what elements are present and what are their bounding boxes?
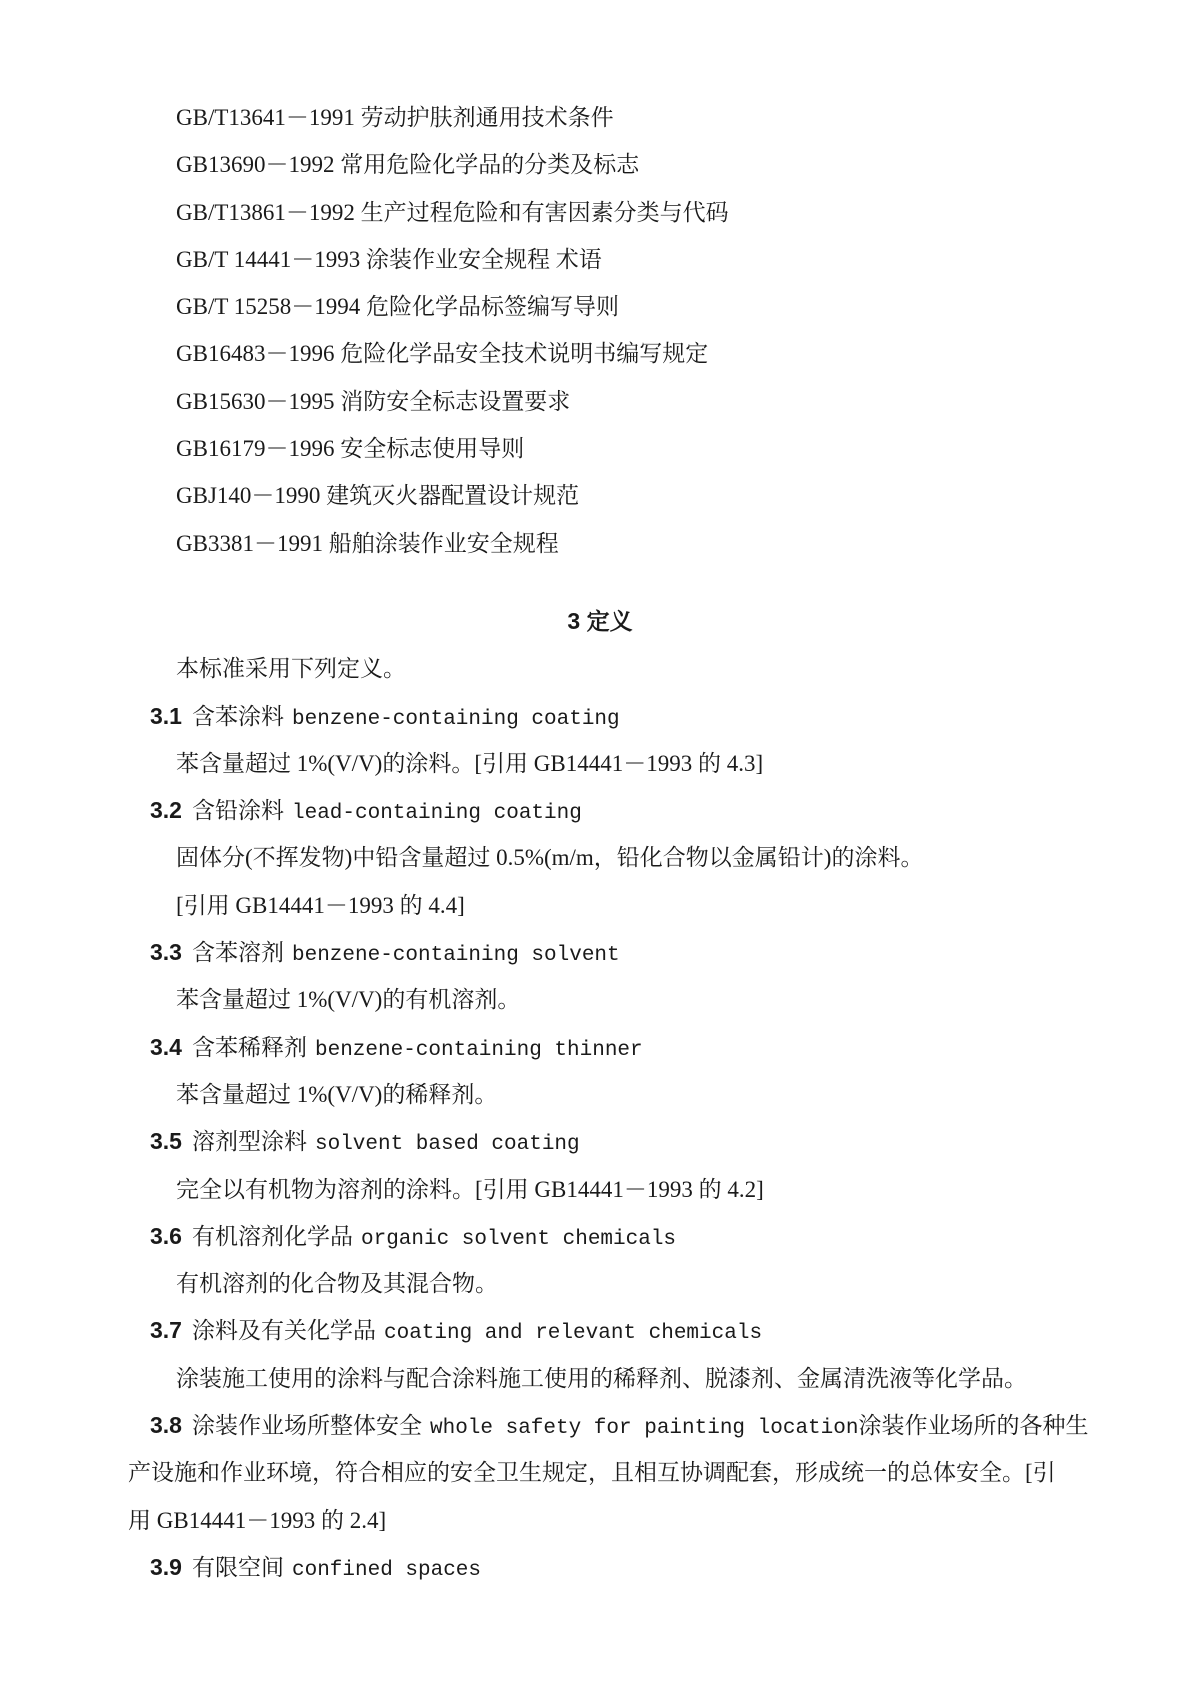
definition-term-zh: 含苯稀释剂 xyxy=(191,1034,307,1060)
definition-number: 3.1 xyxy=(150,702,182,729)
definition-number: 3.3 xyxy=(150,939,182,966)
definition-body: 完全以有机物为溶剂的涂料。[引用 GB14441－1993 的 4.2] xyxy=(176,1176,764,1202)
definition-body: 苯含量超过 1%(V/V)的稀释剂。 xyxy=(176,1081,498,1107)
definition-term-en: coating and relevant chemicals xyxy=(383,1322,763,1346)
reference-item: GB16179－1996 安全标志使用导则 xyxy=(176,436,525,462)
definition-term xyxy=(0,1307,1200,1354)
definition-term xyxy=(0,1402,1200,1449)
definition-body: [引用 GB14441－1993 的 4.4] xyxy=(176,892,465,918)
definition-term-zh: 含铅涂料 xyxy=(191,798,284,824)
definitions-list xyxy=(0,693,1200,1592)
definition-body: 用 GB14441－1993 的 2.4] xyxy=(128,1507,387,1533)
definition-body-inline: 涂装作业场所的各种生 xyxy=(858,1413,1089,1439)
definition-number: 3.2 xyxy=(150,797,182,824)
definition-number: 3.7 xyxy=(150,1317,182,1344)
definition-term-zh: 含苯涂料 xyxy=(191,703,284,729)
definition-term-en: benzene-containing solvent xyxy=(291,944,620,968)
definition-term xyxy=(0,787,1200,834)
section-intro: 本标准采用下列定义。 xyxy=(176,656,406,682)
definition-number: 3.5 xyxy=(150,1128,182,1155)
definition-term xyxy=(0,929,1200,976)
definition-term-en: solvent based coating xyxy=(314,1133,580,1157)
definition-number: 3.9 xyxy=(150,1553,182,1580)
definition-term xyxy=(0,1213,1200,1260)
definition-term xyxy=(0,1118,1200,1165)
definition-number: 3.8 xyxy=(150,1412,182,1439)
reference-list xyxy=(0,94,1200,567)
definition-term-zh: 涂装作业场所整体安全 xyxy=(191,1413,422,1439)
definition-term-en: benzene-containing thinner xyxy=(314,1038,643,1062)
definition-term-zh: 涂料及有关化学品 xyxy=(191,1318,376,1344)
reference-item: GBJ140－1990 建筑灭火器配置设计规范 xyxy=(176,483,580,509)
reference-item: GB13690－1992 常用危险化学品的分类及标志 xyxy=(176,152,640,178)
definition-term-zh: 含苯溶剂 xyxy=(191,940,284,966)
reference-item: GB/T 14441－1993 涂装作业安全规程 术语 xyxy=(176,246,602,272)
definition-term-zh: 溶剂型涂料 xyxy=(191,1129,307,1155)
definition-term xyxy=(0,1024,1200,1071)
section-heading: 3 定义 xyxy=(567,607,633,634)
reference-item: GB3381－1991 船舶涂装作业安全规程 xyxy=(176,530,559,556)
document-page xyxy=(0,94,1200,1591)
definition-number: 3.4 xyxy=(150,1033,182,1060)
definition-term-en: lead-containing coating xyxy=(291,802,582,826)
definition-term-zh: 有机溶剂化学品 xyxy=(191,1223,353,1249)
definition-body: 固体分(不挥发物)中铅含量超过 0.5%(m/m，铅化合物以金属铅计)的涂料。 xyxy=(176,845,924,871)
definition-term-en: confined spaces xyxy=(291,1558,482,1582)
reference-item: GB/T 15258－1994 危险化学品标签编写导则 xyxy=(176,294,619,320)
definition-term-en: whole safety for painting location xyxy=(429,1417,859,1441)
definition-term-zh: 有限空间 xyxy=(191,1554,284,1580)
definition-term-en: benzene-containing coating xyxy=(291,707,620,731)
definition-term xyxy=(0,693,1200,740)
definition-term xyxy=(0,1544,1200,1591)
definition-body: 产设施和作业环境，符合相应的安全卫生规定，且相互协调配套，形成统一的总体安全。[引 xyxy=(128,1460,1056,1486)
reference-item: GB/T13861－1992 生产过程危险和有害因素分类与代码 xyxy=(176,199,729,225)
definition-body: 苯含量超过 1%(V/V)的有机溶剂。 xyxy=(176,987,521,1013)
definition-body: 涂装施工使用的涂料与配合涂料施工使用的稀释剂、脱漆剂、金属清洗液等化学品。 xyxy=(176,1365,1027,1391)
reference-item: GB/T13641－1991 劳动护肤剂通用技术条件 xyxy=(176,105,614,130)
reference-item: GB16483－1996 危险化学品安全技术说明书编写规定 xyxy=(176,341,709,367)
definition-body: 苯含量超过 1%(V/V)的涂料。[引用 GB14441－1993 的 4.3] xyxy=(176,750,764,776)
reference-item: GB15630－1995 消防安全标志设置要求 xyxy=(176,388,571,414)
definition-body: 有机溶剂的化合物及其混合物。 xyxy=(176,1271,498,1297)
definition-term-en: organic solvent chemicals xyxy=(360,1227,677,1251)
definition-number: 3.6 xyxy=(150,1222,182,1249)
